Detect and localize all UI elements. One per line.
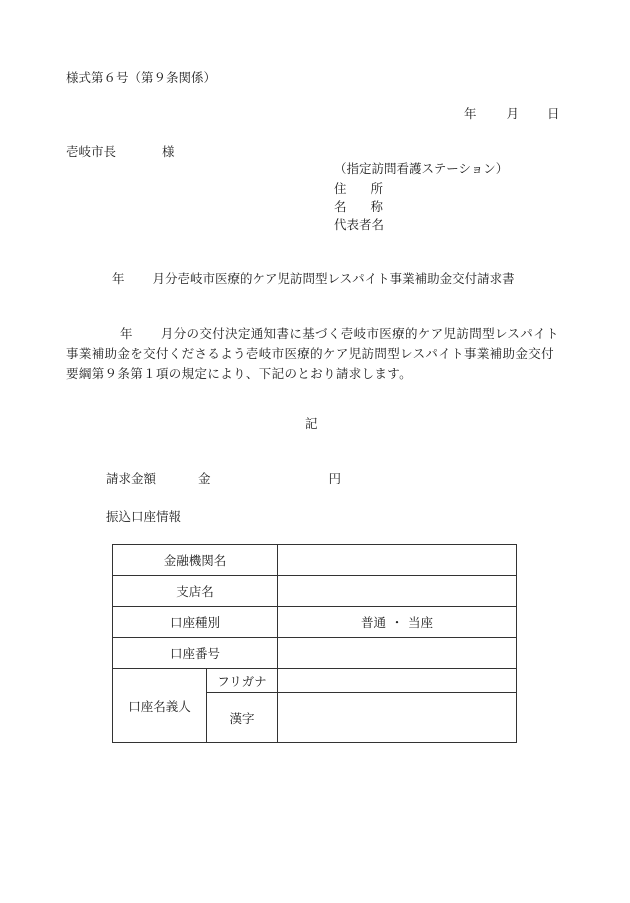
addressee-honorific: 様: [162, 144, 175, 159]
ki-heading: 記: [305, 416, 318, 431]
amount-prefix: 金: [198, 471, 211, 486]
account-number-label: 口座番号: [113, 638, 278, 669]
date-year-label: 年: [464, 106, 477, 121]
document-title: [112, 273, 515, 286]
account-type-ordinary[interactable]: 普通: [360, 615, 386, 630]
addressee-name: 壱岐市長: [66, 144, 117, 159]
table-row: [113, 607, 517, 638]
form-number: 様式第６号（第９条関係）: [66, 70, 217, 85]
name-label-char-1: 名: [334, 199, 347, 214]
request-amount-line: [106, 473, 341, 486]
date-day-label: 日: [547, 106, 560, 121]
kanji-label: 漢字: [207, 693, 278, 743]
body-year: 年: [120, 326, 133, 341]
applicant-address-label: [334, 183, 383, 196]
table-row: [113, 638, 517, 669]
branch-value-cell[interactable]: [278, 576, 517, 607]
account-type-value-cell[interactable]: [278, 607, 517, 638]
bank-info-heading: 振込口座情報: [106, 509, 182, 524]
applicant-kind: （指定訪問看護ステーション）: [334, 161, 509, 176]
furigana-value-cell[interactable]: [278, 669, 517, 693]
address-label-char-2: 所: [370, 181, 384, 196]
applicant-name-label: [334, 201, 383, 214]
addressee: [66, 146, 175, 159]
title-year: 年: [112, 271, 125, 286]
furigana-label: フリガナ: [207, 669, 278, 693]
institution-label: 金融機関名: [113, 545, 278, 576]
applicant-representative-label: 代表者名: [334, 217, 385, 232]
table-row: [113, 669, 517, 693]
table-row: [113, 576, 517, 607]
request-body-paragraph: [66, 324, 562, 384]
title-text: 月分壱岐市医療的ケア児訪問型レスパイト事業補助金交付請求書: [152, 271, 515, 286]
date-line: [464, 108, 560, 121]
account-type-label: 口座種別: [113, 607, 278, 638]
name-label-char-2: 称: [370, 199, 384, 214]
account-holder-label: 口座名義人: [113, 669, 207, 743]
institution-value-cell[interactable]: [278, 545, 517, 576]
account-type-current[interactable]: 当座: [408, 615, 434, 630]
account-type-separator: ・: [390, 615, 404, 630]
bank-info-table: [112, 544, 517, 743]
branch-label: 支店名: [113, 576, 278, 607]
date-month-label: 月: [506, 106, 520, 121]
address-label-char-1: 住: [334, 181, 347, 196]
amount-unit: 円: [328, 471, 342, 486]
kanji-value-cell[interactable]: [278, 693, 517, 743]
table-row: [113, 545, 517, 576]
amount-label: 請求金額: [106, 471, 157, 486]
body-text: 月分の交付決定通知書に基づく壱岐市医療的ケア児訪問型レスパイト事業補助金を交付くださるよう壱岐市医療的ケア児訪問型レスパイト事業補助金交付要綱第９条第１項の規定により、下記のとおり請求します。: [66, 326, 559, 381]
account-number-value-cell[interactable]: [278, 638, 517, 669]
